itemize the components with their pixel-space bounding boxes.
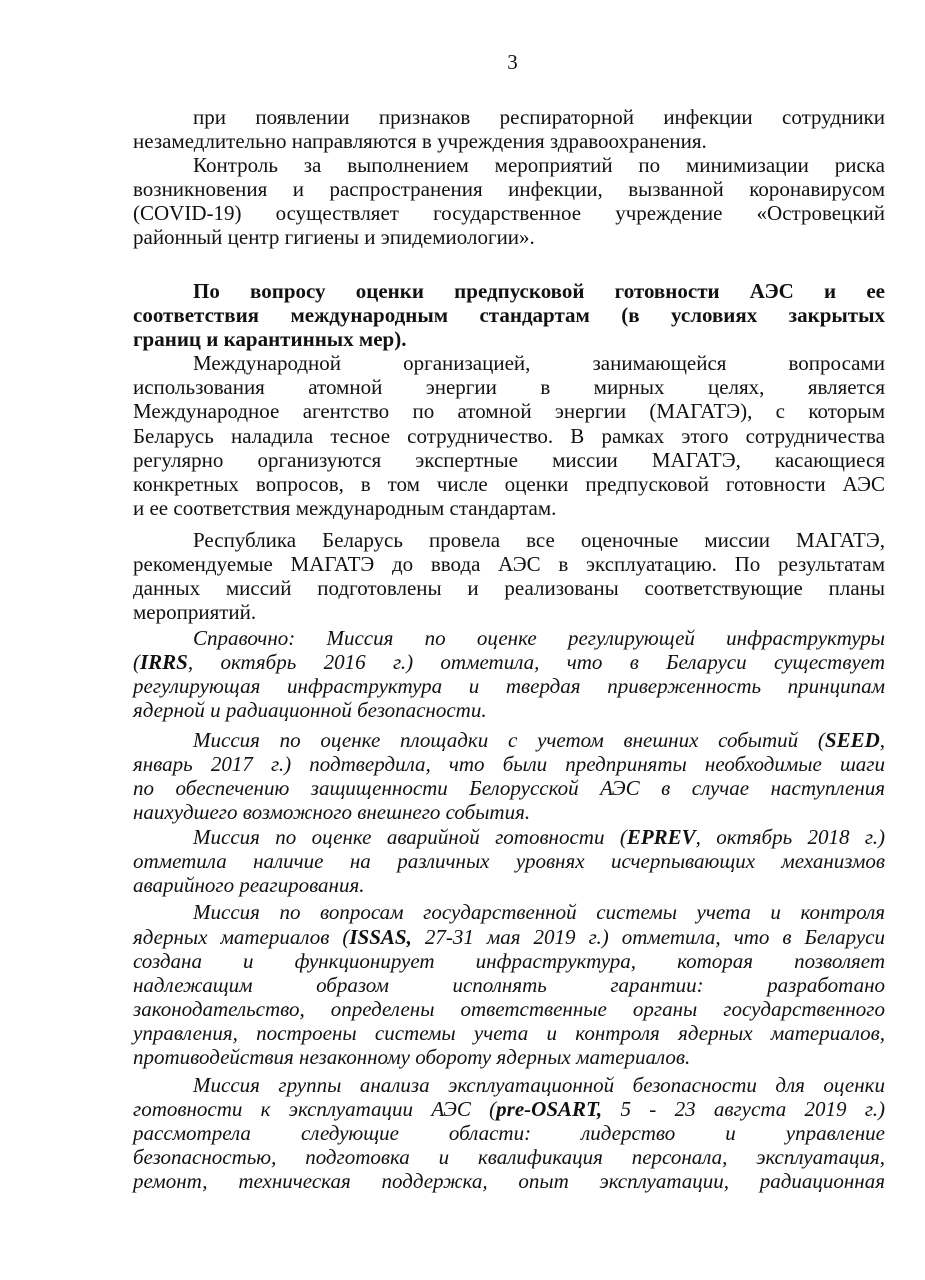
text-line bbox=[133, 177, 885, 201]
text-line bbox=[193, 1073, 885, 1097]
text-line bbox=[133, 327, 885, 351]
text-segment: ( bbox=[133, 650, 140, 674]
text-line bbox=[133, 1021, 885, 1045]
text-segment: безопасностью, подготовка и квалификация персонала, эксплуатация, bbox=[133, 1145, 885, 1169]
text-segment: , октябрь 2018 г.) bbox=[695, 825, 885, 849]
text-segment: создана и функционирует инфраструктура, которая позволяет bbox=[133, 949, 885, 973]
text-segment: соответствия международным стандартам (в условиях закрытых bbox=[133, 303, 885, 327]
text-segment: Беларусь наладила тесное сотрудничество. В рамках этого сотрудничества bbox=[133, 424, 885, 448]
text-segment: управления, построены системы учета и контроля ядерных материалов, bbox=[133, 1021, 885, 1045]
text-segment: регулярно организуются экспертные миссии МАГАТЭ, касающиеся bbox=[133, 448, 885, 472]
text-line bbox=[133, 752, 885, 776]
text-line bbox=[133, 674, 885, 698]
text-line bbox=[193, 153, 885, 177]
text-segment: Контроль за выполнением мероприятий по минимизации риска bbox=[193, 153, 885, 177]
text-line bbox=[133, 800, 885, 824]
text-segment: при появлении признаков респираторной инфекции сотрудники bbox=[193, 105, 885, 129]
text-line bbox=[133, 849, 885, 873]
text-segment: рассмотрела следующие области: лидерство и управление bbox=[133, 1121, 885, 1145]
text-line bbox=[133, 448, 885, 472]
text-line bbox=[133, 698, 885, 722]
text-segment: Справочно: Миссия по оценке регулирующей инфраструктуры bbox=[193, 626, 885, 650]
page-number: 3 bbox=[507, 50, 518, 74]
text-line bbox=[133, 399, 885, 423]
text-line bbox=[133, 1045, 885, 1069]
text-segment: 27-31 мая 2019 г.) отметила, что в Беларуси bbox=[411, 925, 885, 949]
text-segment: ядерных материалов ( bbox=[133, 925, 350, 949]
text-line bbox=[133, 1121, 885, 1145]
text-segment: надлежащим образом исполнять гарантии: разработано bbox=[133, 973, 885, 997]
text-line bbox=[193, 105, 885, 129]
text-line bbox=[133, 576, 885, 600]
text-line bbox=[133, 303, 885, 327]
text-segment: возникновения и распространения инфекции, вызванной коронавирусом bbox=[133, 177, 885, 201]
text-segment: январь 2017 г.) подтвердила, что были предприняты необходимые шаги bbox=[133, 752, 885, 776]
text-line bbox=[133, 496, 885, 520]
text-segment: , bbox=[879, 728, 885, 752]
text-segment: , октябрь 2016 г.) отметила, что в Беларуси существует bbox=[187, 650, 885, 674]
text-segment: 5 - 23 августа 2019 г.) bbox=[602, 1097, 885, 1121]
text-line bbox=[133, 1097, 885, 1121]
text-segment: ядерной и радиационной безопасности. bbox=[133, 698, 487, 722]
text-line bbox=[133, 472, 885, 496]
text-segment: отметила наличие на различных уровнях исчерпывающих механизмов bbox=[133, 849, 885, 873]
text-segment: рекомендуемые МАГАТЭ до ввода АЭС в эксплуатацию. По результатам bbox=[133, 552, 885, 576]
text-segment: использования атомной энергии в мирных целях, является bbox=[133, 375, 885, 399]
text-segment: незамедлительно направляются в учреждения здравоохранения. bbox=[133, 129, 707, 153]
text-line bbox=[133, 225, 885, 249]
text-line bbox=[133, 129, 885, 153]
text-segment: регулирующая инфраструктура и твердая приверженность принципам bbox=[133, 674, 885, 698]
text-line bbox=[133, 997, 885, 1021]
text-segment: районный центр гигиены и эпидемиологии». bbox=[133, 225, 535, 249]
text-segment: Миссия по вопросам государственной системы учета и контроля bbox=[193, 900, 885, 924]
text-segment: Международной организацией, занимающейся вопросами bbox=[193, 351, 885, 375]
text-line bbox=[133, 973, 885, 997]
text-line bbox=[193, 728, 885, 752]
text-segment: Миссия по оценке площадки с учетом внешних событий ( bbox=[193, 728, 825, 752]
text-line bbox=[133, 776, 885, 800]
text-segment: данных миссий подготовлены и реализованы соответствующие планы bbox=[133, 576, 885, 600]
text-segment: ремонт, техническая поддержка, опыт эксплуатации, радиационная bbox=[133, 1169, 885, 1193]
mission-acronym: ISSAS, bbox=[349, 925, 412, 949]
text-segment: мероприятий. bbox=[133, 600, 257, 624]
text-line bbox=[133, 650, 885, 674]
text-line bbox=[133, 1169, 885, 1193]
text-line bbox=[133, 925, 885, 949]
text-segment: законодательство, определены ответственные органы государственного bbox=[133, 997, 885, 1021]
text-segment: и ее соответствия международным стандартам. bbox=[133, 496, 557, 520]
text-segment: Республика Беларусь провела все оценочные миссии МАГАТЭ, bbox=[193, 528, 885, 552]
text-segment: Миссия по оценке аварийной готовности ( bbox=[193, 825, 627, 849]
mission-acronym: SEED bbox=[824, 728, 880, 752]
text-line bbox=[193, 825, 885, 849]
text-line bbox=[133, 201, 885, 225]
text-line bbox=[193, 279, 885, 303]
text-line bbox=[133, 424, 885, 448]
text-segment: границ и карантинных мер). bbox=[133, 327, 407, 351]
text-segment: Международное агентство по атомной энергии (МАГАТЭ), с которым bbox=[133, 399, 885, 423]
text-line bbox=[133, 600, 885, 624]
text-line bbox=[193, 900, 885, 924]
text-line bbox=[193, 626, 885, 650]
mission-acronym: pre-OSART, bbox=[496, 1097, 603, 1121]
text-line bbox=[133, 1145, 885, 1169]
text-segment: противодействия незаконному обороту ядерных материалов. bbox=[133, 1045, 691, 1069]
text-segment: готовности к эксплуатации АЭС ( bbox=[133, 1097, 497, 1121]
text-line bbox=[133, 949, 885, 973]
mission-acronym: EPREV bbox=[626, 825, 696, 849]
text-line bbox=[193, 528, 885, 552]
text-segment: (COVID-19) осуществляет государственное учреждение «Островецкий bbox=[133, 201, 885, 225]
text-line bbox=[133, 375, 885, 399]
text-line bbox=[193, 351, 885, 375]
text-segment: конкретных вопросов, в том числе оценки предпусковой готовности АЭС bbox=[133, 472, 885, 496]
text-segment: аварийного реагирования. bbox=[133, 873, 365, 897]
mission-acronym: IRRS bbox=[140, 650, 188, 674]
text-segment: По вопросу оценки предпусковой готовности АЭС и ее bbox=[193, 279, 885, 303]
text-line bbox=[133, 552, 885, 576]
text-line bbox=[133, 873, 885, 897]
text-segment: Миссия группы анализа эксплуатационной безопасности для оценки bbox=[193, 1073, 885, 1097]
text-segment: наихудшего возможного внешнего события. bbox=[133, 800, 531, 824]
text-segment: по обеспечению защищенности Белорусской АЭС в случае наступления bbox=[133, 776, 885, 800]
